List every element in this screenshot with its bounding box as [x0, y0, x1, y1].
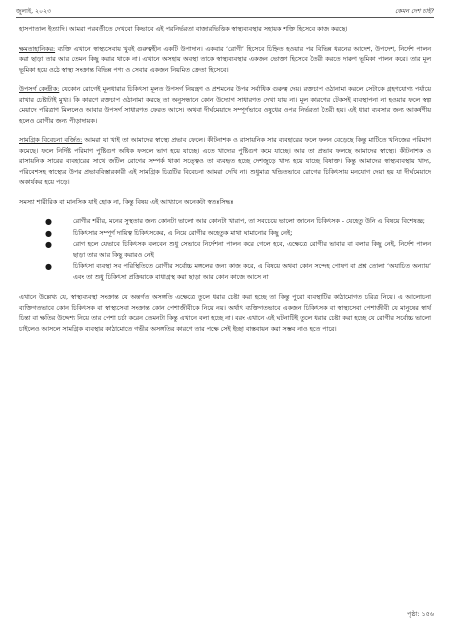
- list-item: [45, 262, 431, 283]
- bullet-icon: ●: [45, 217, 52, 226]
- bullet-icon: ●: [45, 228, 52, 238]
- paragraph-text: ব্যক্তি এখানে স্বাস্থ্যসেবায় খুবই গুরুত্বহীন একটি উপাদান। একবার ‘রোগী’ হিসেবে চিহ্নিত হওয়ার পর বিভিন্ন ধরনের আদেশ, উপদেশ, নির্দেশ পালন করা ছাড়া তার আর তেমন কিছু করার থাকে না। এখানে অসহায় অবস্থা তাকে স্বাস্থ্যব্যবস্থার একজন ভোক্তা হিসেবে তৈরী করতে দারুণ ভূমিকা পালন করে। তার মূল ভূমিকা হয়ে ওঠে স্বাস্থ্য সংক্রান্ত বিভিন্ন পণ্য ও সেবার একজন নিয়মিত ক্রেতা হিসেবে।: [19, 45, 431, 74]
- body-text: [19, 25, 431, 344]
- bullet-list: [19, 217, 431, 283]
- paragraph-lead: সামগ্রিক বিবেচনা বর্জিত:: [19, 137, 83, 144]
- list-item-text: রোগ হলে যেভাবে চিকিৎসক বলবেন শুধু সেভাবে নির্দেশনা পালন করে গেলে হবে, এক্ষেত্রে রোগীর ভাবার বা বলার কিছু নেই, নির্দেশ পালন ছাড়া তার আর কিছু করারও নেই: [73, 241, 431, 259]
- bullet-icon: ●: [45, 240, 52, 249]
- list-item-text: চিকিৎসার সম্পূর্ণ দায়িত্ব চিকিৎসকের, এ নিয়ে রোগীর অহেতুক মাথা ঘামানোর কিছু নেই;: [73, 229, 293, 237]
- paragraph: [19, 293, 431, 335]
- paragraph: [19, 198, 431, 209]
- paragraph: [19, 45, 431, 77]
- list-item: [45, 217, 431, 228]
- list-item: [45, 240, 431, 261]
- list-item-text: রোগীর শরীর, মনের সুস্থতার জন্য কোনটা ভালো আর কোনটা খারাপ, তা সবচেয়ে ভালো জানেন চিকিৎসক - যেহেতু উনি এ বিষয়ে বিশেষজ্ঞ;: [73, 218, 425, 225]
- list-item-text: চিকিৎসা ব্যবস্থা সব পরিস্থিতিতে রোগীর সর্বোচ্চ মঙ্গলের জন্য কাজ করে, এ বিষয়ে অথবা কোন সন্দেহ পোষণ বা প্রশ্ন তোলা ‘অযাচিত অন্যায়’ এবং তা শুধু চিকিৎসা প্রক্রিয়াকে বাধাগ্রস্থ করা ছাড়া আর কোন কাজে আসে না: [73, 263, 431, 281]
- paragraph-text: যেকোন রোগেই মূলধারার চিকিৎসা মূলত উপসর্গ নিয়ন্ত্রণ ও প্রশমনের উপর সর্বাধিক গুরুত্ব দেয়। রক্তচাপ ওঠানামা করলে সেটাকে গ্রহণযোগ্য পর্যায়ে রাখার চেষ্টাটাই মুখ্য। কি কারণে রক্তচাপ ওঠানামা করছে তা অনুসন্ধানে কোন উদ্যোগ সাধারণত দেখা যায় না। মূল কারণের টেকসই ব্যবস্থাপনা না হওয়ার ফলে স্বল্প মেয়াদে পরিত্রাণ মিললেও আবার উপসর্গ সাধারণত ফেরত আসে। অথবা দীর্ঘমেয়াদে সম্পূর্ণভাবে ওষুধের ওপর নির্ভরতা তৈরী হয়। এই ধারা ব্যবসার জন্য আকর্ষণীয় হলেও রোগীর জন্য পীড়াদায়ক।: [19, 86, 431, 125]
- bullet-icon: ●: [45, 262, 52, 271]
- list-item: [45, 228, 431, 240]
- header-divider: [16, 17, 434, 18]
- paragraph: [19, 25, 431, 36]
- page-number: পৃষ্ঠা: ১৫৬: [407, 610, 434, 618]
- paragraph-lead: উপসর্গ কেন্দ্রীক:: [19, 86, 60, 93]
- paragraph-text: এখানে উল্লেখ্য যে, স্বাস্থ্যব্যবস্থা সংক্রান্ত যে অন্তর্গত অসঙ্গতি এক্ষেত্রে তুলে ধরার চেষ্টা করা হচ্ছে তা কিন্তু পুরো ব্যবস্থাটির কাঠামোগত চরিত্র নিয়ে। এ আলোচনা ব্যক্তিগতভাবে কোন চিকিৎসক বা স্বাস্থ্যসেবা সংক্রান্ত কোন পেশাজীবীকে নিয়ে নয়। অর্থাৎ ব্যক্তিগতভাবে একজন চিকিৎসক বা স্বাস্থ্যসেবা পেশাজীবী যে মানুষের স্বার্থ চিন্তা বা ক্ষতির উদ্দেশ্য নিয়ে তার পেশা চর্চা করেন তেমনটা কিন্তু এখানে বলা হচ্ছে না। বরং এখানে এই ঘটনাটিই তুলে ধরার চেষ্টা করা হচ্ছে যে রোগীর সর্বোচ্চ ভালো চাইলেও আসলে সামগ্রিক ব্যবস্থার কাঠামোতে গভীর অসঙ্গতির কারণে তার পক্ষে সেই ইচ্ছা বাস্তবায়ন করা সম্ভব নাও হতে পারে।: [19, 294, 431, 333]
- paragraph: [19, 85, 431, 127]
- paragraph-lead: ক্ষমতাহানিকর:: [19, 45, 56, 53]
- header-date: জুলাই, ২০২৩: [16, 8, 52, 15]
- header-title: কেমন দেশ চাই?: [395, 8, 434, 15]
- paragraph: [19, 136, 431, 189]
- paragraph-text: সমস্যা শারীরিক বা মানসিক যাই হোক না, কিন্তু বিষয় এই আখ্যানে অনেকটা স্বতঃসিদ্ধঃ: [19, 198, 234, 206]
- paragraph-text: হাসপাতাল ইত্যাদি। আমরা পরবর্তীতে দেখবো কিভাবে এই পরনির্ভরতা বাজারভিত্তিক স্বাস্থ্যব্যবস্থার সহায়ক শক্তি হিসেবে কাজ করছে।: [19, 26, 348, 33]
- paragraph-text: আমরা যা খাই তা আমাদের স্বাস্থ্যে প্রভাব ফেলে। কীটনাশক ও রাসায়নিক সার ব্যবহারের ফলে ফলন বেড়েছে কিন্তু মাটিতে খনিজের পরিমাণ কমেছে। ফলে নির্দিষ্ট পরিমাণ পুষ্টিগুণ অধিক ফসলে ভাগ হয়ে যাচ্ছে। এতে খাদ্যের পুষ্টিগুণ কমে যাচ্ছে। আর তা প্রভাব ফলছে আমাদের স্বাস্থ্যে। কীটনাশক ও রাসায়নিক সারের ব্যবহারের সাথে জটিল রোগের সম্পর্ক থাকা সত্ত্বেও তা ব্যবহৃত হচ্ছে দেশজুড়ে খাদ্য হয়ে যাচ্ছে বিষাক্ত। কিন্তু আমাদের স্বাস্থ্যব্যবস্থায় খাদ্য, পরিবেশসহ স্বাস্থ্যের উপর প্রভাববিস্তারকারী এই সামগ্রিক চিত্রটির বিবেচনা আমরা দেখি না। শুধুমাত্র খন্ডিতভাবে রোগের চিকিৎসায় মনযোগ দেয়া হয় যা দীর্ঘমেয়াদে অকার্যকর হয়ে পড়ে।: [19, 137, 431, 186]
